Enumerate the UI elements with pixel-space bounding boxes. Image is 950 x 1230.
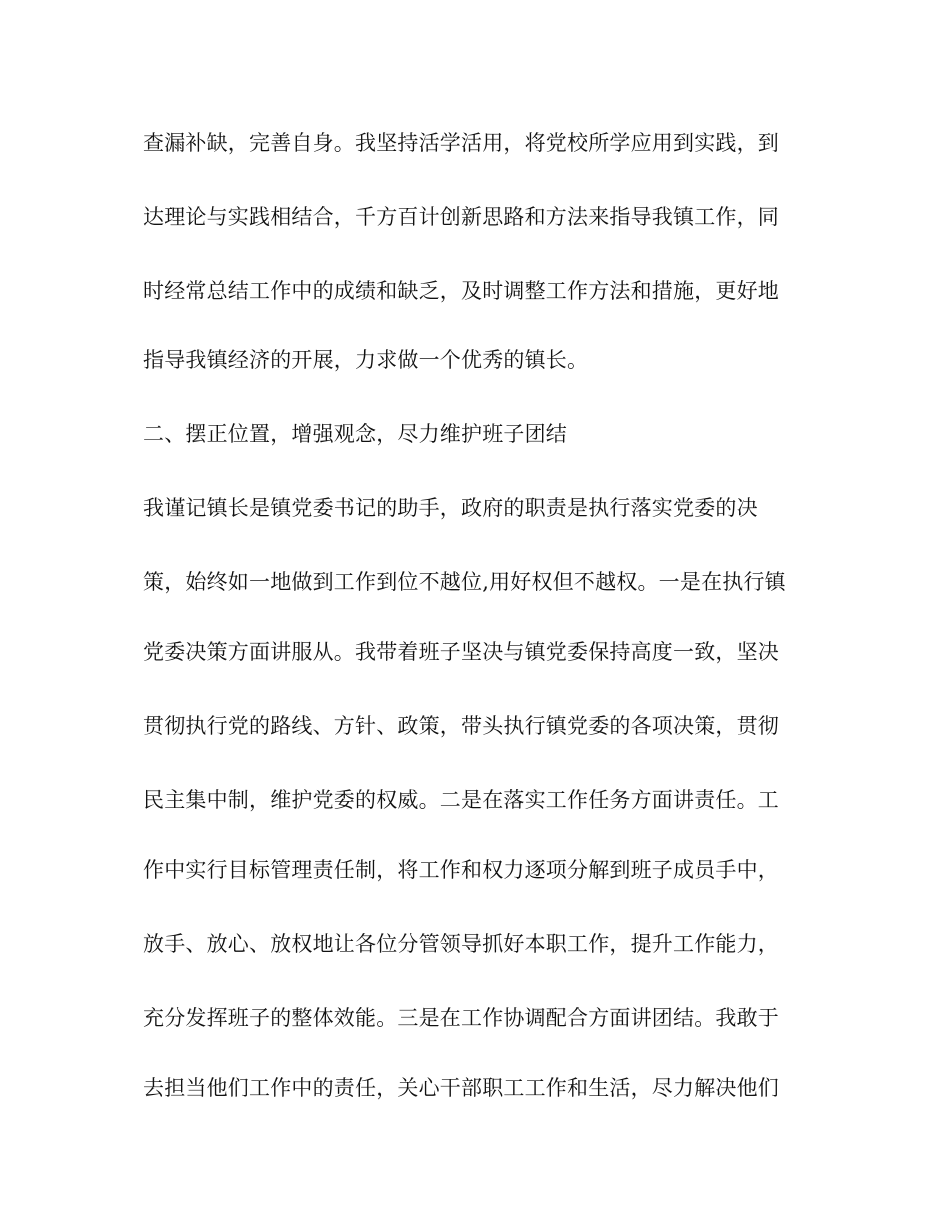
paragraph-line: 时经常总结工作中的成绩和缺乏，及时调整工作方法和措施，更好地: [143, 279, 779, 303]
paragraph-line: 贯彻执行党的路线、方针、政策，带头执行镇党委的各项决策，贯彻: [143, 714, 779, 738]
paragraph-line: 指导我镇经济的开展，力求做一个优秀的镇长。: [143, 348, 589, 372]
paragraph-line: 去担当他们工作中的责任，关心干部职工工作和生活，尽力解决他们: [143, 1076, 779, 1100]
paragraph-line: 作中实行目标管理责任制，将工作和权力逐项分解到班子成员手中，: [143, 858, 779, 882]
paragraph-line: 我谨记镇长是镇党委书记的助手，政府的职责是执行落实党委的决: [143, 496, 758, 520]
paragraph-line: 策，始终如一地做到工作到位不越位,用好权但不越权。一是在执行镇: [143, 570, 786, 594]
paragraph-line: 党委决策方面讲服从。我带着班子坚决与镇党委保持高度一致，坚决: [143, 640, 779, 664]
paragraph-line: 充分发挥班子的整体效能。三是在工作协调配合方面讲团结。我敢于: [143, 1006, 779, 1030]
section-heading: 二、摆正位置，增强观念，尽力维护班子团结: [143, 422, 567, 446]
paragraph-line: 查漏补缺，完善自身。我坚持活学活用，将党校所学应用到实践，到: [143, 131, 779, 155]
paragraph-line: 放手、放心、放权地让各位分管领导抓好本职工作，提升工作能力，: [143, 932, 779, 956]
paragraph-line: 达理论与实践相结合，千方百计创新思路和方法来指导我镇工作，同: [143, 205, 779, 229]
paragraph-line: 民主集中制，维护党委的权威。二是在落实工作任务方面讲责任。工: [143, 788, 779, 812]
